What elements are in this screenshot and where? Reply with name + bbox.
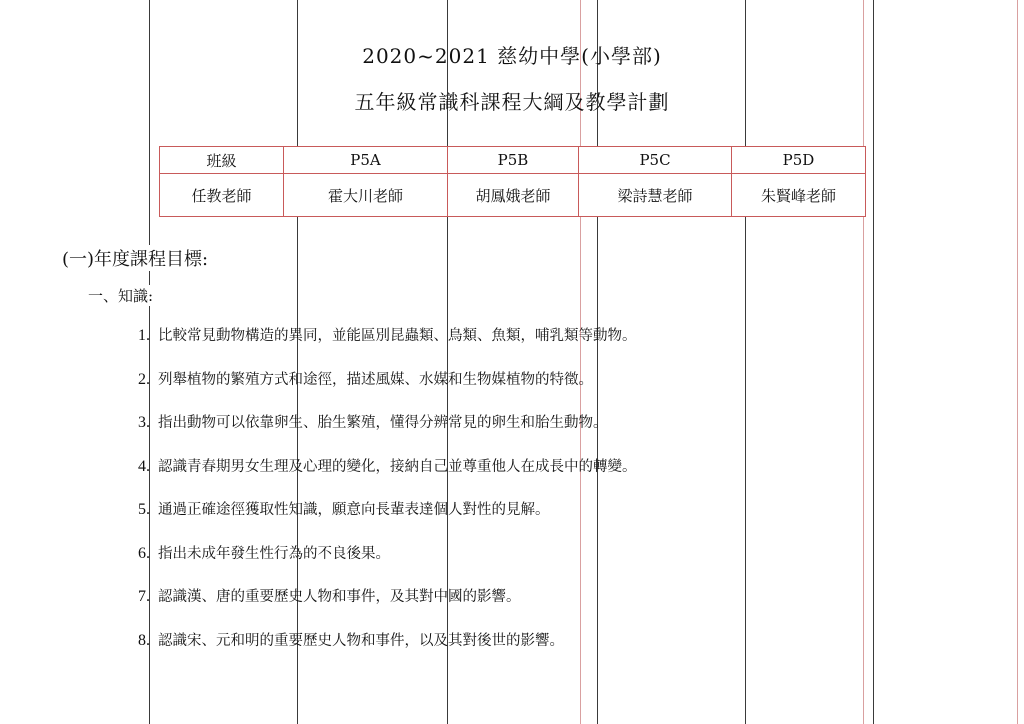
item-number: 3. <box>138 414 150 431</box>
list-item <box>122 585 637 629</box>
item-text: 指出動物可以依靠卵生、胎生繁殖，懂得分辨常見的卵生和胎生動物。 <box>158 415 608 431</box>
teacher-cell: 梁詩慧老師 <box>579 174 732 217</box>
class-cell: P5A <box>284 147 448 174</box>
item-text: 比較常見動物構造的異同，並能區別昆蟲類、鳥類、魚類，哺乳類等動物。 <box>158 328 637 344</box>
class-teacher-table <box>159 146 866 217</box>
item-number: 7. <box>138 588 150 605</box>
item-number: 5. <box>138 501 150 518</box>
item-text: 指出未成年發生性行為的不良後果。 <box>158 545 390 562</box>
item-number: 6. <box>138 544 150 562</box>
objectives-list <box>122 324 637 672</box>
table-row <box>160 147 866 174</box>
table-row <box>160 174 866 217</box>
list-item <box>122 411 637 455</box>
list-item <box>122 629 637 673</box>
list-item <box>122 542 637 586</box>
item-number: 8. <box>138 631 150 649</box>
item-number: 4. <box>138 457 150 475</box>
class-cell: P5C <box>579 147 732 174</box>
class-cell: P5B <box>448 147 579 174</box>
document-title: 2020~2021 慈幼中學(小學部) <box>362 44 662 68</box>
document-subtitle: 五年級常識科課程大綱及教學計劃 <box>354 90 670 114</box>
item-text: 通過正確途徑獲取性知識，願意向長輩表達個人對性的見解。 <box>158 502 550 518</box>
class-cell: P5D <box>732 147 866 174</box>
list-item <box>122 324 637 368</box>
table-header-cell: 任教老師 <box>160 174 284 217</box>
list-item <box>122 455 637 499</box>
table-header-cell: 班級 <box>160 147 284 174</box>
section-heading: (一)年度課程目標: <box>62 245 212 271</box>
teacher-cell: 朱賢峰老師 <box>732 174 866 217</box>
item-text: 認識漢、唐的重要歷史人物和事件，及其對中國的影響。 <box>158 589 521 605</box>
list-item <box>122 368 637 412</box>
list-item <box>122 498 637 542</box>
item-number: 2. <box>138 370 150 388</box>
item-text: 列舉植物的繁殖方式和途徑，描述風媒、水媒和生物媒植物的特徵。 <box>158 371 593 388</box>
section-subheading: 一、知識: <box>88 287 154 305</box>
item-text: 認識宋、元和明的重要歷史人物和事件，以及其對後世的影響。 <box>158 632 564 649</box>
teacher-cell: 胡鳳娥老師 <box>448 174 579 217</box>
teacher-cell: 霍大川老師 <box>284 174 448 217</box>
item-text: 認識青春期男女生理及心理的變化，接納自己並尊重他人在成長中的轉變。 <box>158 458 637 475</box>
item-number: 1. <box>138 327 150 344</box>
